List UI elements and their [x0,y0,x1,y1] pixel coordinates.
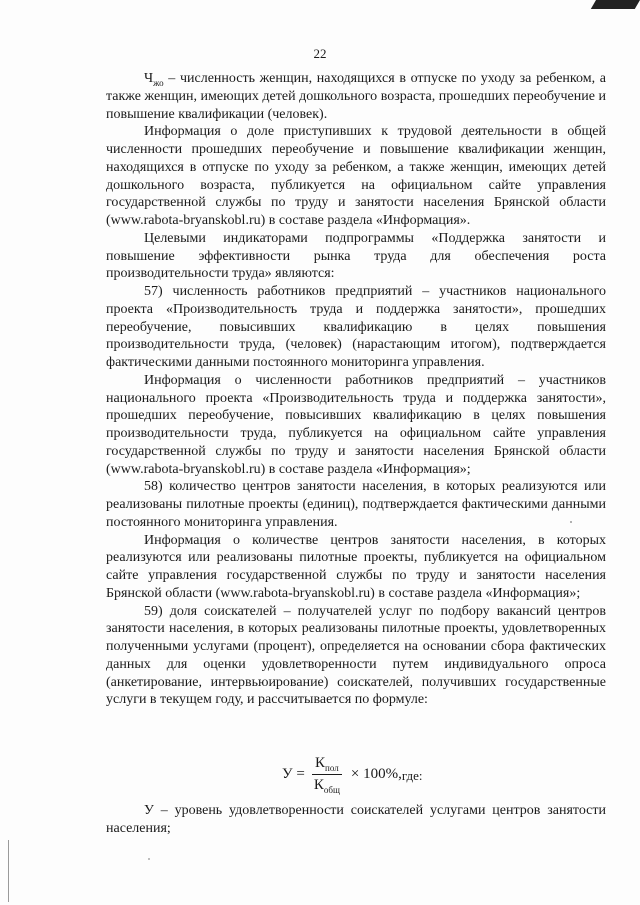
denominator-subscript: общ [323,784,340,795]
item-58: 58) количество центров занятости населения, в которых реализуются или реализованы пилотные проекты (единиц), подтверждается фактическими данными постоянного мониторинга управления. [106,479,606,530]
satisfaction-formula [282,752,423,796]
symbol-ch-subscript: жо [153,77,164,88]
formula-denominator [311,775,343,795]
formula-multiplier: × 100%, [350,765,402,782]
item-57: 57) численность работников предприятий – участников национального проекта «Производительность труда и поддержка занятости», прошедших переобучение, повысивших квалификацию в целях повышения производительности труда, (человек) (нарастающим итогом), подтверждается фактическими данными постоянного мониторинга управления. [106,284,606,370]
paragraph-info-58: Информация о количестве центров занятости населения, в которых реализуются или реализованы пилотные проекты, публикуется на официальном сайте управления государственной службы по труду и занятости населения Брянской области (www.rabota-bryanskobl.ru) в составе раздела «Информация»; [106,532,606,601]
formula-lhs: У = [282,765,305,782]
scan-artifact [591,0,640,9]
body-text-after-formula [106,802,606,838]
formula-fraction [311,754,343,795]
paragraph-chzho-definition [106,70,606,123]
formula-where: где: [401,768,423,783]
paragraph-targets: Целевыми индикаторами подпрограммы «Поддержка занятости и повышение эффективности рынка труда для обеспечения роста производительности труда» являются: [106,230,606,282]
item-59: 59) доля соискателей – получателей услуг по подбору вакансий центров занятости населения, в которых реализованы пилотные проекты, удовлетворенных полученными услугами (процент), определяется на основании сбора фактических данных для оценки удовлетворенности путем индивидуального опроса (анкетирование, интервьюирование) соискателей, получивших государственные услуги в текущем году, и рассчитывается по формуле: [106,603,606,708]
symbol-ch: Ч [144,71,154,86]
definition-text: – численность женщин, находящихся в отпуске по уходу за ребенком, а также женщин, имеющих детей дошкольного возраста, прошедших переобучение и повышение квалификации (человек). [106,71,606,122]
numerator-subscript: пол [325,762,339,773]
scan-speck [148,858,150,860]
paragraph-u-definition: У – уровень удовлетворенности соискателей услугами центров занятости населения; [106,803,606,836]
denominator-symbol: К [313,776,324,793]
page-number: 22 [313,46,327,61]
scan-edge-line [8,840,9,902]
formula-numerator [312,754,342,775]
paragraph-info-women: Информация о доле приступивших к трудовой деятельности в общей численности прошедших переобучение и повышение квалификации женщин, находящихся в отпуске по уходу за ребенком, а также женщин, имеющих детей дошкольного возраста, публикуется на официальном сайте управления государственной службы по труду и занятости населения Брянской области (www.rabota-bryanskobl.ru) в составе раздела «Информация». [106,124,606,228]
body-text [106,70,606,709]
paragraph-info-57: Информация о численности работников предприятий – участников национального проекта «Производительность труда и поддержка занятости», прошедших переобучение, повысивших квалификацию в целях повышения производительности труда, публикуется на официальном сайте управления государственной службы по труду и занятости населения Брянской области (www.rabota-bryanskobl.ru) в составе раздела «Информация»; [106,372,606,477]
numerator-symbol: К [315,754,326,771]
